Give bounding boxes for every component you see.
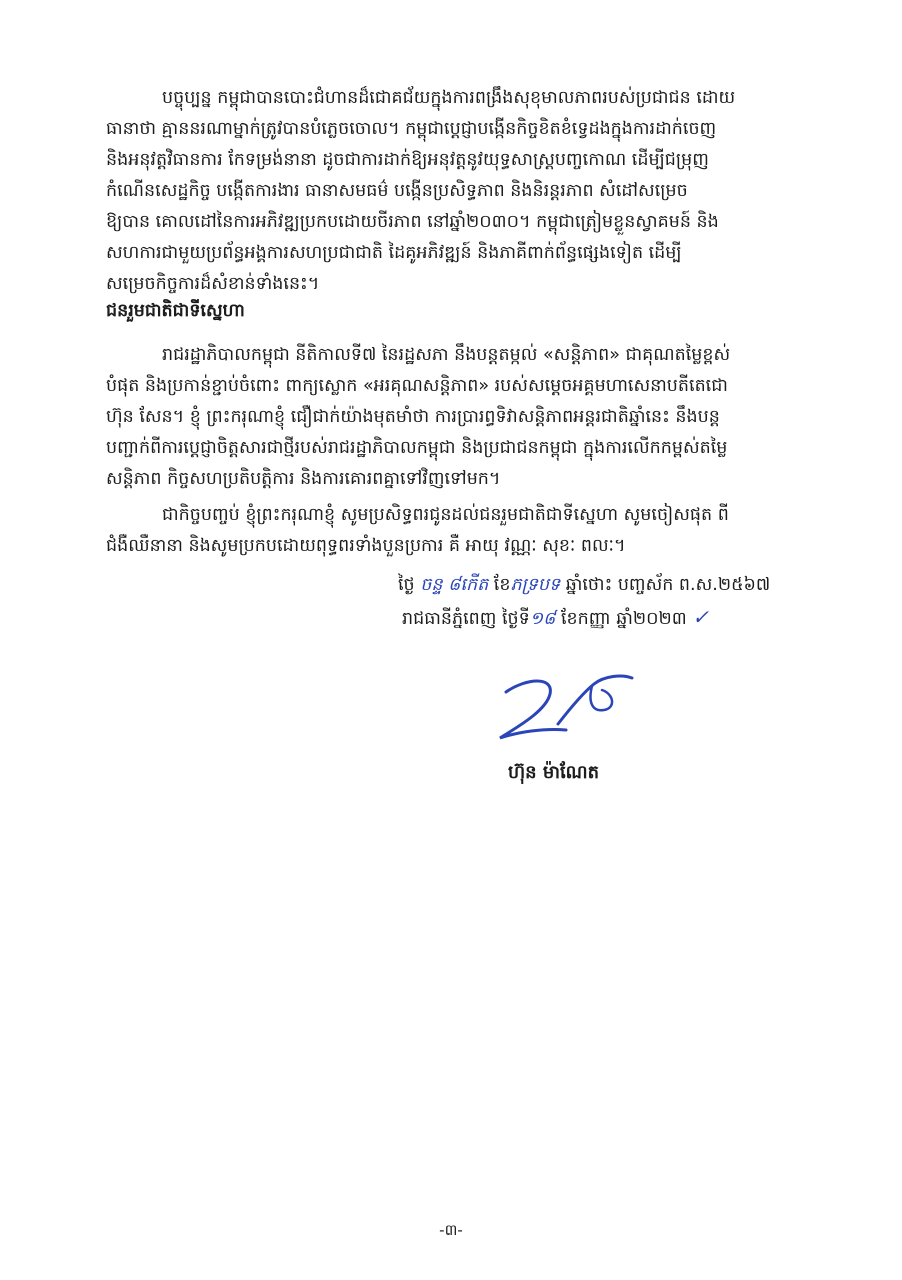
month-label: ខែ (493, 575, 511, 595)
signer-name: ហ៊ុន ម៉ាណែត (508, 762, 600, 783)
paragraph-line: សន្តិភាព កិច្ចសហប្រតិបត្តិការ និងការគោរពគ្នាទៅវិញទៅមក។ (106, 469, 501, 489)
paragraph-1 (106, 83, 796, 300)
paragraph-line: កំណើនសេដ្ឋកិច្ច បង្កើតការងារ ធានាសមធម៌ បង្កើនប្រសិទ្ធភាព និងនិរន្តរភាព សំដៅសម្រេច (106, 181, 688, 201)
handwritten-solar-day: ១៨ (529, 609, 556, 629)
paragraph-line: បំផុត និងប្រកាន់ខ្ជាប់ចំពោះ ពាក្យស្លោក «អរគុណសន្តិភាព» របស់សម្តេចអគ្គមហាសេនាបតីតេជោ (106, 376, 728, 396)
paragraph-line: រាជរដ្ឋាភិបាលកម្ពុជា នីតិកាលទី៧ នៃរដ្ឋសភា នឹងបន្តតម្កល់ «សន្តិភាព» ជាគុណតម្លៃខ្ពស់ (162, 345, 731, 365)
paragraph-line: ធានាថា គ្មាននរណាម្នាក់ត្រូវបានបំភ្លេចចោល។ កម្ពុជាប្តេជ្ញាបង្កើនកិច្ចខិតខំទ្វេដងក្នុងការដាក់ចេញ (106, 119, 717, 139)
solar-date-line (402, 602, 709, 634)
lunar-year-text: ឆ្នាំថោះ បញ្ចស័ក ព.ស.២៥៦៧ (565, 575, 771, 595)
handwritten-lunar-month: ភទ្របទ (510, 575, 561, 595)
paragraph-line: និងអនុវត្តវិធានការ កែទម្រង់នានា ដូចជាការដាក់ឱ្យអនុវត្តនូវយុទ្ធសាស្ត្របញ្ចកោណ ដើម្បីជម្រុញ (106, 150, 709, 170)
check-mark-icon: ✓ (692, 605, 710, 629)
paragraph-line: ជំងឺឈឺនានា និងសូមប្រកបដោយពុទ្ធពរទាំងបួនប្រការ គឺ អាយុ វណ្ណៈ សុខៈ ពលៈ។ (106, 536, 626, 556)
city-day-label: រាជធានីភ្នំពេញ ថ្ងៃទី (402, 609, 530, 629)
page-number: -៣- (439, 1221, 463, 1239)
day-label: ថ្ងៃ (398, 575, 415, 595)
paragraph-line: ហ៊ុន សែន។ ខ្ញុំ ព្រះករុណាខ្ញុំ ជឿជាក់យ៉ាងមុតមាំថា ការប្រារព្ធទិវាសន្តិភាពអន្តរជាតិឆ្នាំនេះ នឹងបន្ត (106, 407, 720, 427)
paragraph-3 (106, 500, 796, 562)
paragraph-line: បញ្ជាក់ពីការប្តេជ្ញាចិត្តសារជាថ្មីរបស់រាជរដ្ឋាភិបាលកម្ពុជា និងប្រជាជនកម្ពុជា ក្នុងការលើកកម្ពស់តម្លៃ (106, 438, 728, 458)
paragraph-line: សហការជាមួយប្រព័ន្ធអង្គការសហប្រជាជាតិ ដៃគូអភិវឌ្ឍន៍ និងភាគីពាក់ព័ន្ធផ្សេងទៀត ដើម្បី (106, 243, 682, 263)
paragraph-line: បច្ចុប្បន្ន កម្ពុជាបានបោះជំហានដ៏ជោគជ័យក្នុងការពង្រឹងសុខុមាលភាពរបស់ប្រជាជន ដោយ (162, 88, 736, 108)
handwritten-signature (492, 672, 642, 744)
solar-month-year-text: ខែកញ្ញា ឆ្នាំ២០២៣ (560, 609, 687, 629)
paragraph-line: ឱ្យបាន គោលដៅនៃការអភិវឌ្ឍប្រកបដោយចីរភាព នៅឆ្នាំ២០៣០។ កម្ពុជាត្រៀមខ្លួនស្វាគមន៍ និង (106, 212, 719, 232)
paragraph-line: សម្រេចកិច្ចការដ៏សំខាន់ទាំងនេះ។ (106, 274, 320, 294)
lunar-date-line (398, 570, 770, 600)
salutation-heading: ជនរួមជាតិជាទីស្នេហា (106, 301, 245, 321)
paragraph-2 (106, 340, 796, 495)
paragraph-line: ជាកិច្ចបញ្ចប់ ខ្ញុំព្រះករុណាខ្ញុំ សូមប្រសិទ្ធពរជូនដល់ជនរួមជាតិជាទីស្នេហា សូមចៀសផុត ពី (162, 505, 729, 525)
handwritten-lunar-day: ចន្ទ ៨កើត (420, 575, 489, 595)
